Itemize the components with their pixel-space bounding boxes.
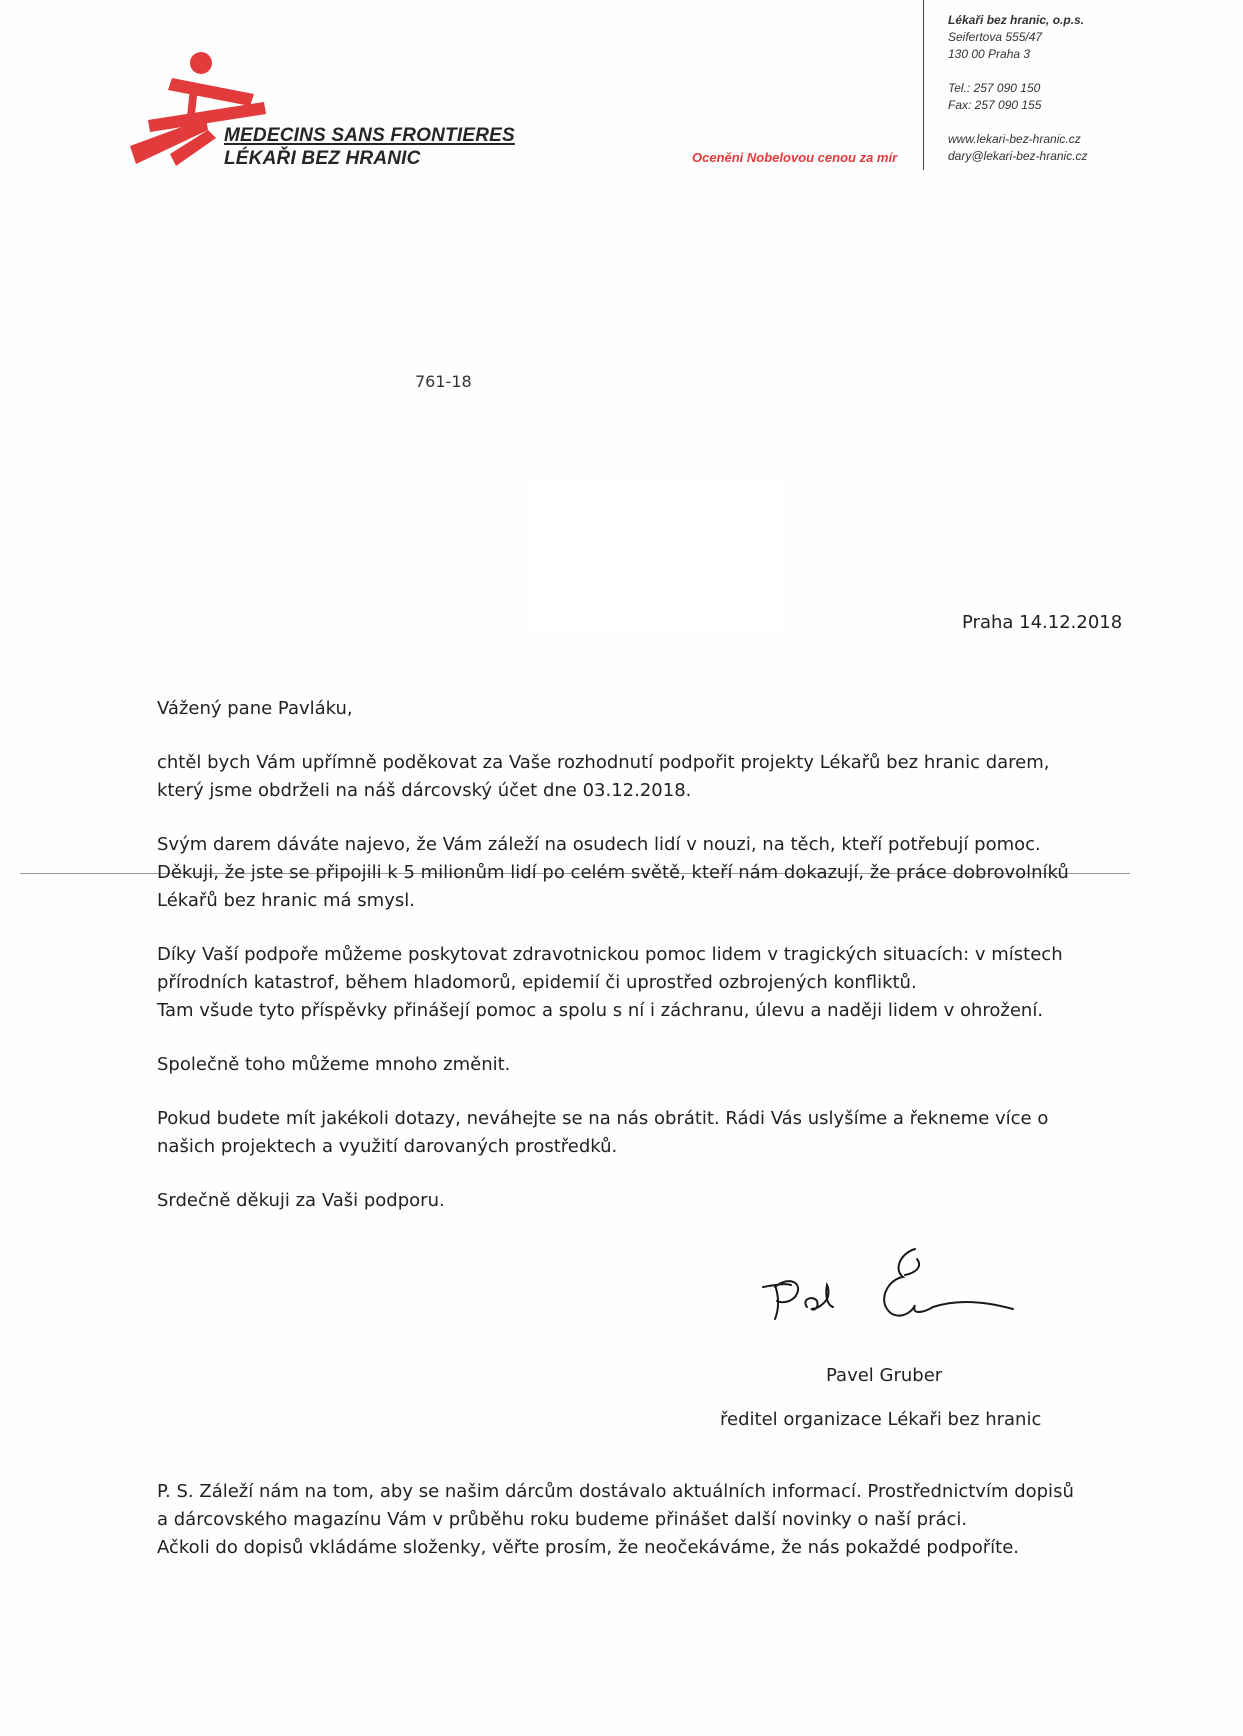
postscript <box>157 1478 1137 1562</box>
salutation: Vážený pane Pavláku, <box>157 698 353 719</box>
text-line: Svým darem dáváte najevo, že Vám záleží na osudech lidí v nouzi, na těch, kteří potřebují pomoc. <box>157 834 1041 855</box>
paragraph <box>157 831 1127 915</box>
contact-spacer <box>948 63 1088 80</box>
signatory-title: ředitel organizace Lékaři bez hranic <box>720 1409 1042 1430</box>
contact-email: dary@lekari-bez-hranic.cz <box>948 149 1088 163</box>
redacted-address <box>532 480 780 630</box>
msf-logo <box>128 46 515 171</box>
text-line: Ačkoli do dopisů vkládáme složenky, věřte prosím, že neočekáváme, že nás pokaždé podpoříte. <box>157 1537 1019 1558</box>
letter-date: Praha 14.12.2018 <box>962 612 1123 633</box>
reference-number: 761-18 <box>415 372 472 391</box>
text-line: Společně toho můžeme mnoho změnit. <box>157 1054 511 1075</box>
contact-org: Lékaři bez hranic, o.p.s. <box>948 13 1085 27</box>
logo-line-msf: MEDECINS SANS FRONTIERES <box>224 125 515 146</box>
text-line: přírodních katastrof, během hladomorů, epidemií či uprostřed ozbrojených konfliktů. <box>157 972 917 993</box>
paragraph <box>157 1105 1127 1161</box>
text-line: P. S. Záleží nám na tom, aby se našim dárcům dostávalo aktuálních informací. Prostřednictvím dopisů <box>157 1481 1074 1502</box>
contact-block <box>948 12 1088 165</box>
contact-web: www.lekari-bez-hranic.cz <box>948 132 1081 146</box>
signatory-name: Pavel Gruber <box>826 1365 943 1386</box>
text-line: a dárcovského magazínu Vám v průběhu roku budeme přinášet další novinky o naší práci. <box>157 1509 968 1530</box>
text-line: našich projektech a využití darovaných prostředků. <box>157 1136 618 1157</box>
paragraph <box>157 1187 1127 1215</box>
header-divider <box>923 0 924 170</box>
paragraph <box>157 941 1127 1025</box>
contact-fax: Fax: 257 090 155 <box>948 98 1042 112</box>
contact-city: 130 00 Praha 3 <box>948 47 1031 61</box>
contact-tel: Tel.: 257 090 150 <box>948 81 1041 95</box>
handwritten-signature <box>755 1245 1025 1340</box>
contact-street: Seifertova 555/47 <box>948 30 1043 44</box>
logo-wordmark <box>224 124 515 170</box>
text-line: chtěl bych Vám upřímně poděkovat za Vaše rozhodnutí podpořit projekty Lékařů bez hranic darem, <box>157 752 1050 773</box>
text-line: Děkuji, že jste se připojili k 5 milionům lidí po celém světě, kteří nám dokazují, že práce dobrovolníků <box>157 862 1069 883</box>
text-line: Lékařů bez hranic má smysl. <box>157 890 415 911</box>
text-line: který jsme obdrželi na náš dárcovský účet dne 03.12.2018. <box>157 780 692 801</box>
nobel-prize-note: Oceněni Nobelovou cenou za mír <box>692 150 898 165</box>
text-line: Díky Vaší podpoře můžeme poskytovat zdravotnickou pomoc lidem v tragických situacích: v místech <box>157 944 1063 965</box>
text-line: Tam všude tyto příspěvky přinášejí pomoc a spolu s ní i záchranu, úlevu a naději lidem v ohrožení. <box>157 1000 1044 1021</box>
paragraph <box>157 749 1127 805</box>
logo-line-lbh: LÉKAŘI BEZ HRANIC <box>224 148 421 169</box>
contact-spacer <box>948 114 1088 131</box>
text-line: Srdečně děkuji za Vaši podporu. <box>157 1190 445 1211</box>
paragraph <box>157 1051 1127 1079</box>
letter-body <box>157 695 1127 1241</box>
text-line: Pokud budete mít jakékoli dotazy, neváhejte se na nás obrátit. Rádi Vás uslyšíme a řekneme více o <box>157 1108 1049 1129</box>
